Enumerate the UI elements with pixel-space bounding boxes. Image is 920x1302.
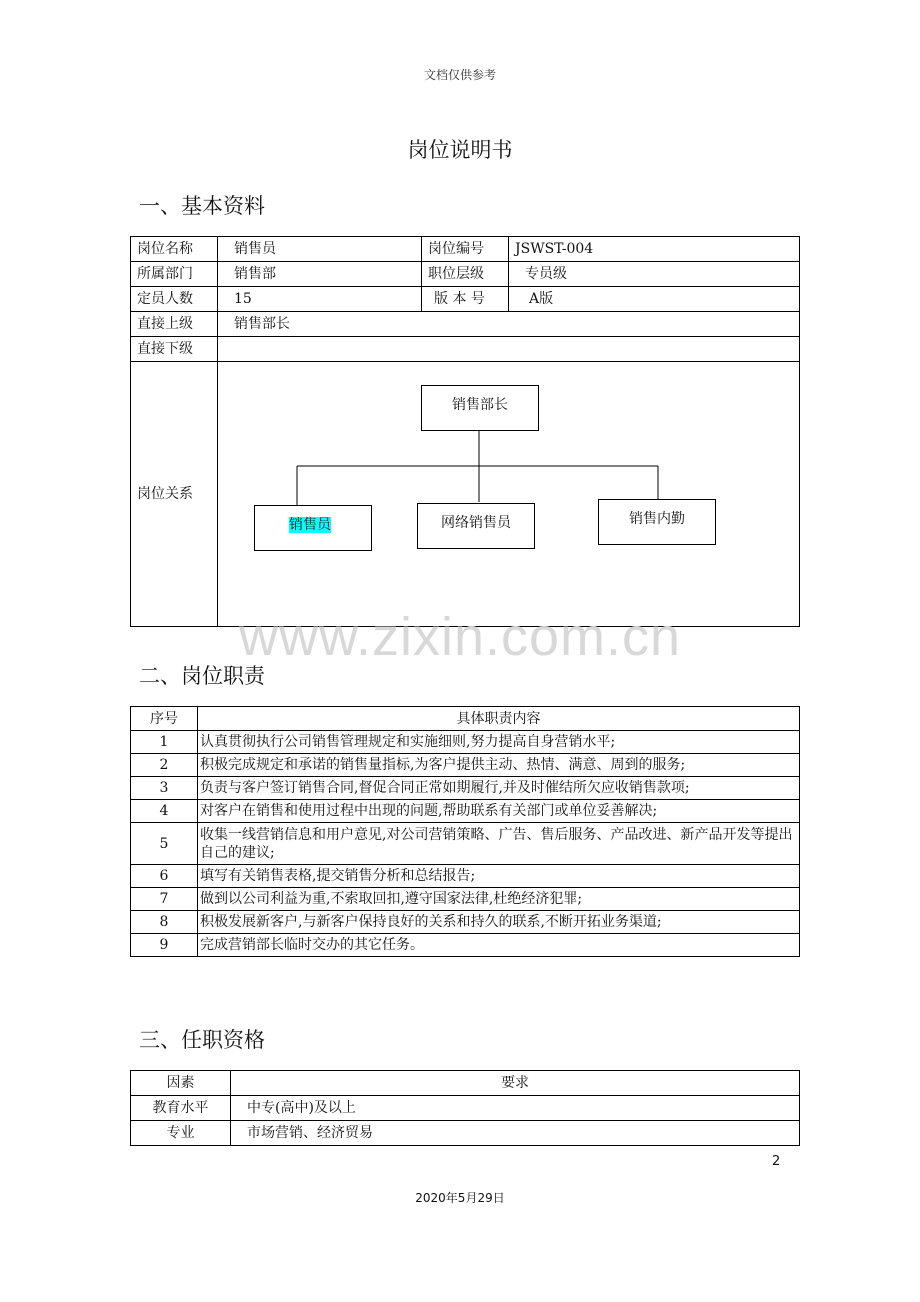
duty-text: 负责与客户签订销售合同,督促合同正常如期履行,并及时催结所欠应收销售款项;: [198, 777, 800, 800]
version-value: A版: [509, 287, 800, 312]
duty-text: 完成营销部长临时交办的其它任务。: [198, 934, 800, 957]
duty-text: 对客户在销售和使用过程中出现的问题,帮助联系有关部门或单位妥善解决;: [198, 800, 800, 823]
watermark: www.zixin.com.cn: [238, 607, 682, 667]
section-title-duties: 二、岗位职责: [139, 664, 265, 688]
duty-number: 5: [131, 823, 198, 865]
table-row: [131, 800, 800, 823]
table-row: [131, 287, 800, 312]
table-header-row: [131, 707, 800, 731]
superior-value: 销售部长: [218, 312, 800, 337]
document-title: 岗位说明书: [407, 138, 513, 162]
qual-factor: 教育水平: [131, 1096, 231, 1121]
org-chart: [218, 362, 798, 626]
table-row: [131, 823, 800, 865]
duty-number: 6: [131, 865, 198, 888]
org-box-top: [421, 385, 539, 431]
qual-col-requirement: 要求: [231, 1071, 800, 1096]
department-value: 销售部: [218, 262, 422, 287]
org-box-sales-support-label: 销售内勤: [629, 511, 685, 527]
header-note: 文档仅供参考: [423, 68, 496, 82]
duty-number: 2: [131, 754, 198, 777]
superior-label: 直接上级: [131, 312, 218, 337]
position-code-value: JSWST-004: [509, 237, 800, 262]
duty-number: 4: [131, 800, 198, 823]
duty-text: 填写有关销售表格,提交销售分析和总结报告;: [198, 865, 800, 888]
headcount-label: 定员人数: [131, 287, 218, 312]
org-box-sales-label: 销售员: [289, 517, 331, 533]
table-row: [131, 777, 800, 800]
table-row: [131, 731, 800, 754]
table-row: [131, 312, 800, 337]
table-row: [131, 911, 800, 934]
duty-text: 做到以公司利益为重,不索取回扣,遵守国家法律,杜绝经济犯罪;: [198, 888, 800, 911]
org-box-online-sales-label: 网络销售员: [441, 515, 511, 531]
duty-number: 3: [131, 777, 198, 800]
duties-table: [130, 706, 800, 957]
table-row: [131, 888, 800, 911]
basic-info-table: [130, 236, 800, 627]
table-row: [131, 754, 800, 777]
section-title-basic: 一、基本资料: [139, 194, 265, 218]
qual-col-factor: 因素: [131, 1071, 231, 1096]
duty-number: 9: [131, 934, 198, 957]
footer-date: 2020年5月29日: [415, 1191, 505, 1205]
position-code-label: 岗位编号: [422, 237, 509, 262]
position-name-value: 销售员: [218, 237, 422, 262]
table-row: [131, 1121, 800, 1146]
duty-text: 积极完成规定和承诺的销售量指标,为客户提供主动、热情、满意、周到的服务;: [198, 754, 800, 777]
subordinate-label: 直接下级: [131, 337, 218, 362]
qual-requirement: 市场营销、经济贸易: [231, 1121, 800, 1146]
level-value: 专员级: [509, 262, 800, 287]
duty-text: 收集一线营销信息和用户意见,对公司营销策略、广告、售后服务、产品改进、新产品开发等提出自己的建议;: [198, 823, 800, 865]
table-row: [131, 237, 800, 262]
qualifications-table: [130, 1070, 800, 1146]
table-header-row: [131, 1071, 800, 1096]
duty-number: 1: [131, 731, 198, 754]
position-name-label: 岗位名称: [131, 237, 218, 262]
subordinate-value: [218, 337, 800, 362]
table-row: [131, 362, 800, 627]
table-row: [131, 934, 800, 957]
department-label: 所属部门: [131, 262, 218, 287]
table-row: [131, 865, 800, 888]
duty-number: 8: [131, 911, 198, 934]
duty-number: 7: [131, 888, 198, 911]
page-number: 2: [772, 1154, 781, 1169]
relation-label: 岗位关系: [131, 362, 218, 627]
qual-factor: 专业: [131, 1121, 231, 1146]
headcount-value: 15: [218, 287, 422, 312]
duties-col-content: 具体职责内容: [198, 707, 800, 731]
org-box-online-sales: [417, 503, 535, 549]
duty-text: 积极发展新客户,与新客户保持良好的关系和持久的联系,不断开拓业务渠道;: [198, 911, 800, 934]
org-box-sales: [254, 505, 372, 551]
org-chart-cell: [218, 362, 800, 627]
section-title-qualifications: 三、任职资格: [139, 1028, 265, 1052]
table-row: [131, 337, 800, 362]
qual-requirement: 中专(高中)及以上: [231, 1096, 800, 1121]
level-label: 职位层级: [422, 262, 509, 287]
org-box-top-label: 销售部长: [452, 397, 508, 413]
duties-col-no: 序号: [131, 707, 198, 731]
version-label: 版 本 号: [422, 287, 509, 312]
duty-text: 认真贯彻执行公司销售管理规定和实施细则,努力提高自身营销水平;: [198, 731, 800, 754]
table-row: [131, 1096, 800, 1121]
org-box-sales-support: [598, 499, 716, 545]
table-row: [131, 262, 800, 287]
